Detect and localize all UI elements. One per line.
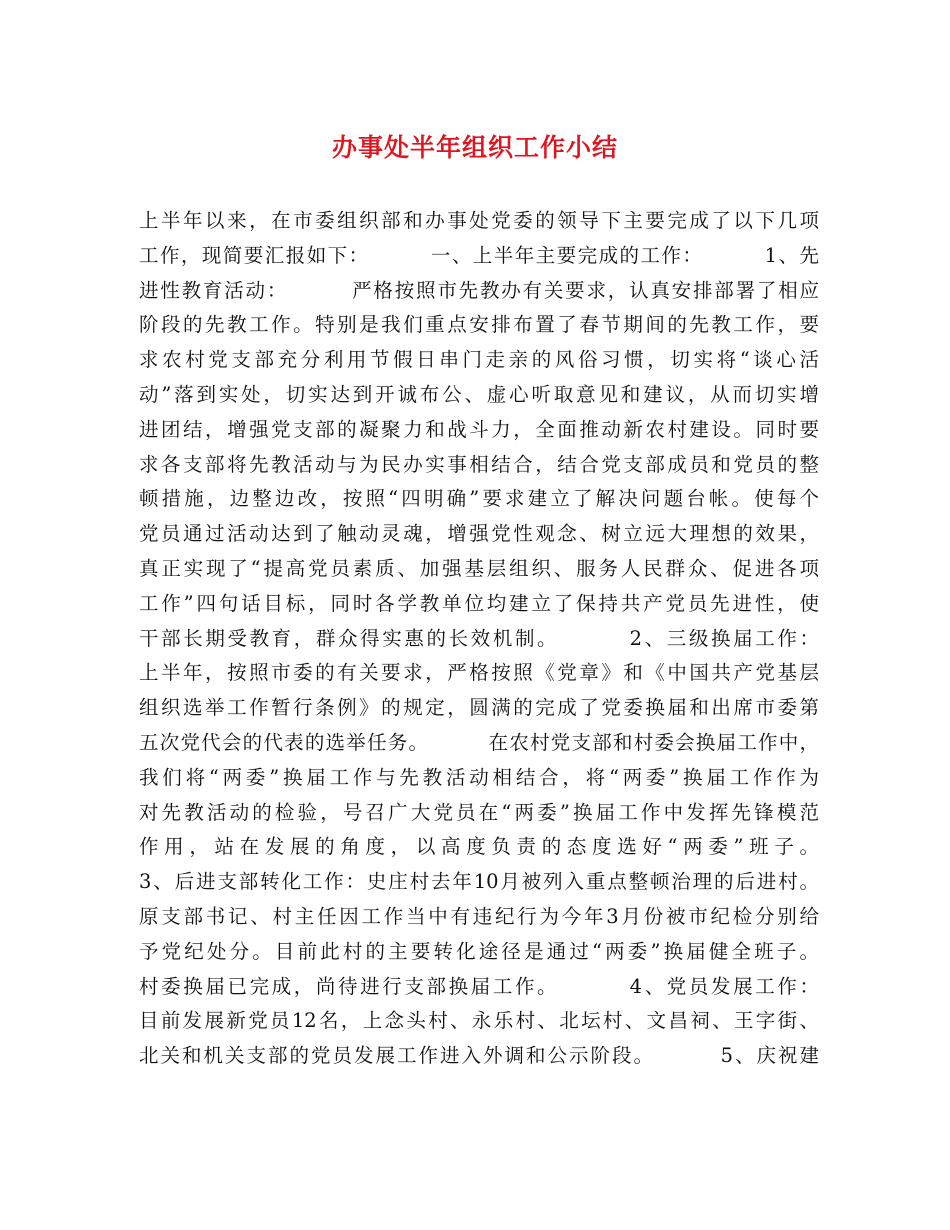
body-line: 顿措施，边整边改，按照“四明确”要求建立了解决问题台帐。使每个 <box>139 487 819 511</box>
body-line: 村委换届已完成，尚待进行支部换届工作。 4、党员发展工作： <box>139 974 819 998</box>
document-title: 办事处半年组织工作小结 <box>331 133 618 162</box>
body-line: 阶段的先教工作。特别是我们重点安排布置了春节期间的先教工作，要 <box>139 313 819 337</box>
body-line: 进性教育活动： 严格按照市先教办有关要求，认真安排部署了相应 <box>139 278 819 302</box>
body-line: 党员通过活动达到了触动灵魂，增强党性观念、树立远大理想的效果， <box>139 522 819 546</box>
body-line: 动”落到实处，切实达到开诚布公、虚心听取意见和建议，从而切实增 <box>139 382 819 406</box>
body-line: 上半年，按照市委的有关要求，严格按照《党章》和《中国共产党基层 <box>139 661 819 685</box>
body-line: 工作，现简要汇报如下： 一、上半年主要完成的工作： 1、先 <box>139 243 819 267</box>
body-line: 作用，站在发展的角度，以高度负责的态度选好“两委”班子。 <box>139 835 819 859</box>
body-line: 原支部书记、村主任因工作当中有违纪行为今年3月份被市纪检分别给 <box>139 904 819 928</box>
body-line: 真正实现了“提高党员素质、加强基层组织、服务人民群众、促进各项 <box>139 556 819 580</box>
body-line: 予党纪处分。目前此村的主要转化途径是通过“两委”换届健全班子。 <box>139 939 819 963</box>
body-line: 进团结，增强党支部的凝聚力和战斗力，全面推动新农村建设。同时要 <box>139 417 819 441</box>
body-line: 目前发展新党员12名，上念头村、永乐村、北坛村、文昌祠、王字街、 <box>139 1009 819 1033</box>
body-line: 工作”四句话目标，同时各学教单位均建立了保持共产党员先进性，使 <box>139 591 819 615</box>
body-line: 我们将“两委”换届工作与先教活动相结合，将“两委”换届工作作为 <box>139 765 819 789</box>
body-line: 组织选举工作暂行条例》的规定，圆满的完成了党委换届和出席市委第 <box>139 696 819 720</box>
body-line: 求农村党支部充分利用节假日串门走亲的风俗习惯，切实将“谈心活 <box>139 348 819 372</box>
body-line: 对先教活动的检验，号召广大党员在“两委”换届工作中发挥先锋模范 <box>139 800 819 824</box>
body-line: 求各支部将先教活动与为民办实事相结合，结合党支部成员和党员的整 <box>139 452 819 476</box>
body-line: 3、后进支部转化工作：史庄村去年10月被列入重点整顿治理的后进村。 <box>139 870 819 894</box>
body-line: 上半年以来，在市委组织部和办事处党委的领导下主要完成了以下几项 <box>139 209 819 232</box>
body-line: 北关和机关支部的党员发展工作进入外调和公示阶段。 5、庆祝建 <box>139 1044 819 1068</box>
document-body <box>139 204 819 1074</box>
body-line: 干部长期受教育，群众得实惠的长效机制。 2、三级换届工作： <box>139 626 819 650</box>
body-line: 五次党代会的代表的选举任务。 在农村党支部和村委会换届工作中， <box>139 730 819 754</box>
